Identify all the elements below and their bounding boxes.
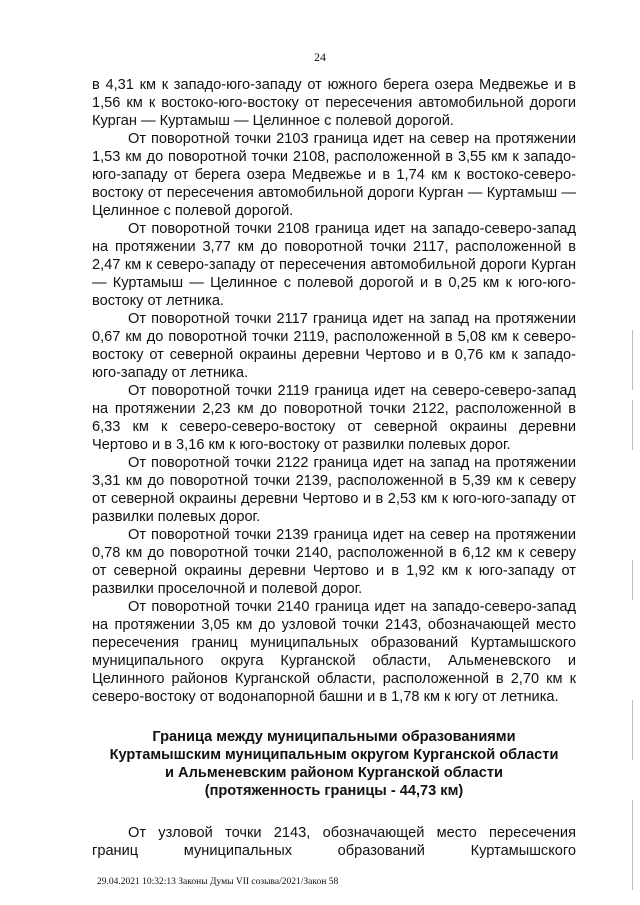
- page-number: 24: [314, 50, 326, 64]
- paragraph-1: в 4,31 км к западо-юго-западу от южного берега озера Медвежье и в 1,56 км к востоко-юго-востоку от пересечения автомобильной дороги Курган — Куртамыш — Целинное с полевой дорогой.: [92, 77, 576, 129]
- scan-margin-marks: [632, 0, 636, 905]
- document-body: [92, 76, 576, 860]
- paragraph-6: От поворотной точки 2122 граница идет на запад на протяжении 3,31 км до поворотной точки 2139, расположенной в 5,39 км к северу от северной окраины деревни Чертово и в 2,53 км к юго-юго-западу от развилки полевых дорог.: [92, 455, 576, 525]
- heading-line-3: и Альменевским районом Курганской области: [165, 765, 503, 781]
- paragraph-4: От поворотной точки 2117 граница идет на запад на протяжении 0,67 км до поворотной точки 2119, расположенной в 5,08 км к северо-востоку от северной окраины деревни Чертово и в 0,76 км к западо-юго-западу от летника.: [92, 311, 576, 381]
- paragraph-5: От поворотной точки 2119 граница идет на северо-северо-запад на протяжении 2,23 км до поворотной точки 2122, расположенной в 6,33 км к северо-северо-востоку от северной окраины деревни Чертово и в 3,16 км к юго-востоку от развилки полевых дорог.: [92, 383, 576, 453]
- margin-mark: [632, 700, 633, 760]
- paragraph-2: От поворотной точки 2103 граница идет на север на протяжении 1,53 км до поворотной точки 2108, расположенной в 3,55 км к западо-юго-западу от берега озера Медвежье и в 1,74 км к востоко-северо-востоку от пересечения автомобильной дороги Курган — Куртамыш — Целинное с полевой дорогой.: [92, 131, 576, 219]
- heading-line-1: Граница между муниципальными образованиями: [152, 729, 516, 745]
- heading-line-4: (протяженность границы - 44,73 км): [204, 783, 464, 799]
- margin-mark: [632, 560, 633, 600]
- margin-mark: [632, 400, 633, 450]
- margin-mark: [632, 800, 633, 890]
- section-heading: [92, 728, 576, 800]
- paragraph-3: От поворотной точки 2108 граница идет на западо-северо-запад на протяжении 3,77 км до поворотной точки 2117, расположенной в 2,47 км к северо-западу от пересечения автомобильной дороги Курган — Куртамыш — Целинное с полевой дорогой и в 0,25 км к юго-юго-востоку от летника.: [92, 221, 576, 309]
- footer-stamp: 29.04.2021 10:32:13 Законы Думы VII созыва/2021/Закон 58: [97, 877, 339, 887]
- paragraph-final: От узловой точки 2143, обозначающей место пересечения границ муниципальных образований Куртамышского: [92, 825, 576, 859]
- margin-mark: [632, 330, 633, 390]
- heading-line-2: Куртамышским муниципальным округом Курганской области: [109, 747, 559, 763]
- paragraph-7: От поворотной точки 2139 граница идет на север на протяжении 0,78 км до поворотной точки 2140, расположенной в 6,12 км к северу от северной окраины деревни Чертово и в 1,92 км к юго-западу от развилки проселочной и полевой дорог.: [92, 527, 576, 597]
- paragraph-8: От поворотной точки 2140 граница идет на западо-северо-запад на протяжении 3,05 км до узловой точки 2143, обозначающей место пересечения границ муниципальных образований Куртамышского муниципального округа Курганской области, Альменевского и Целинного районов Курганской области, расположенной в 2,70 км к северо-востоку от водонапорной башни и в 1,78 км к югу от летника.: [92, 599, 576, 705]
